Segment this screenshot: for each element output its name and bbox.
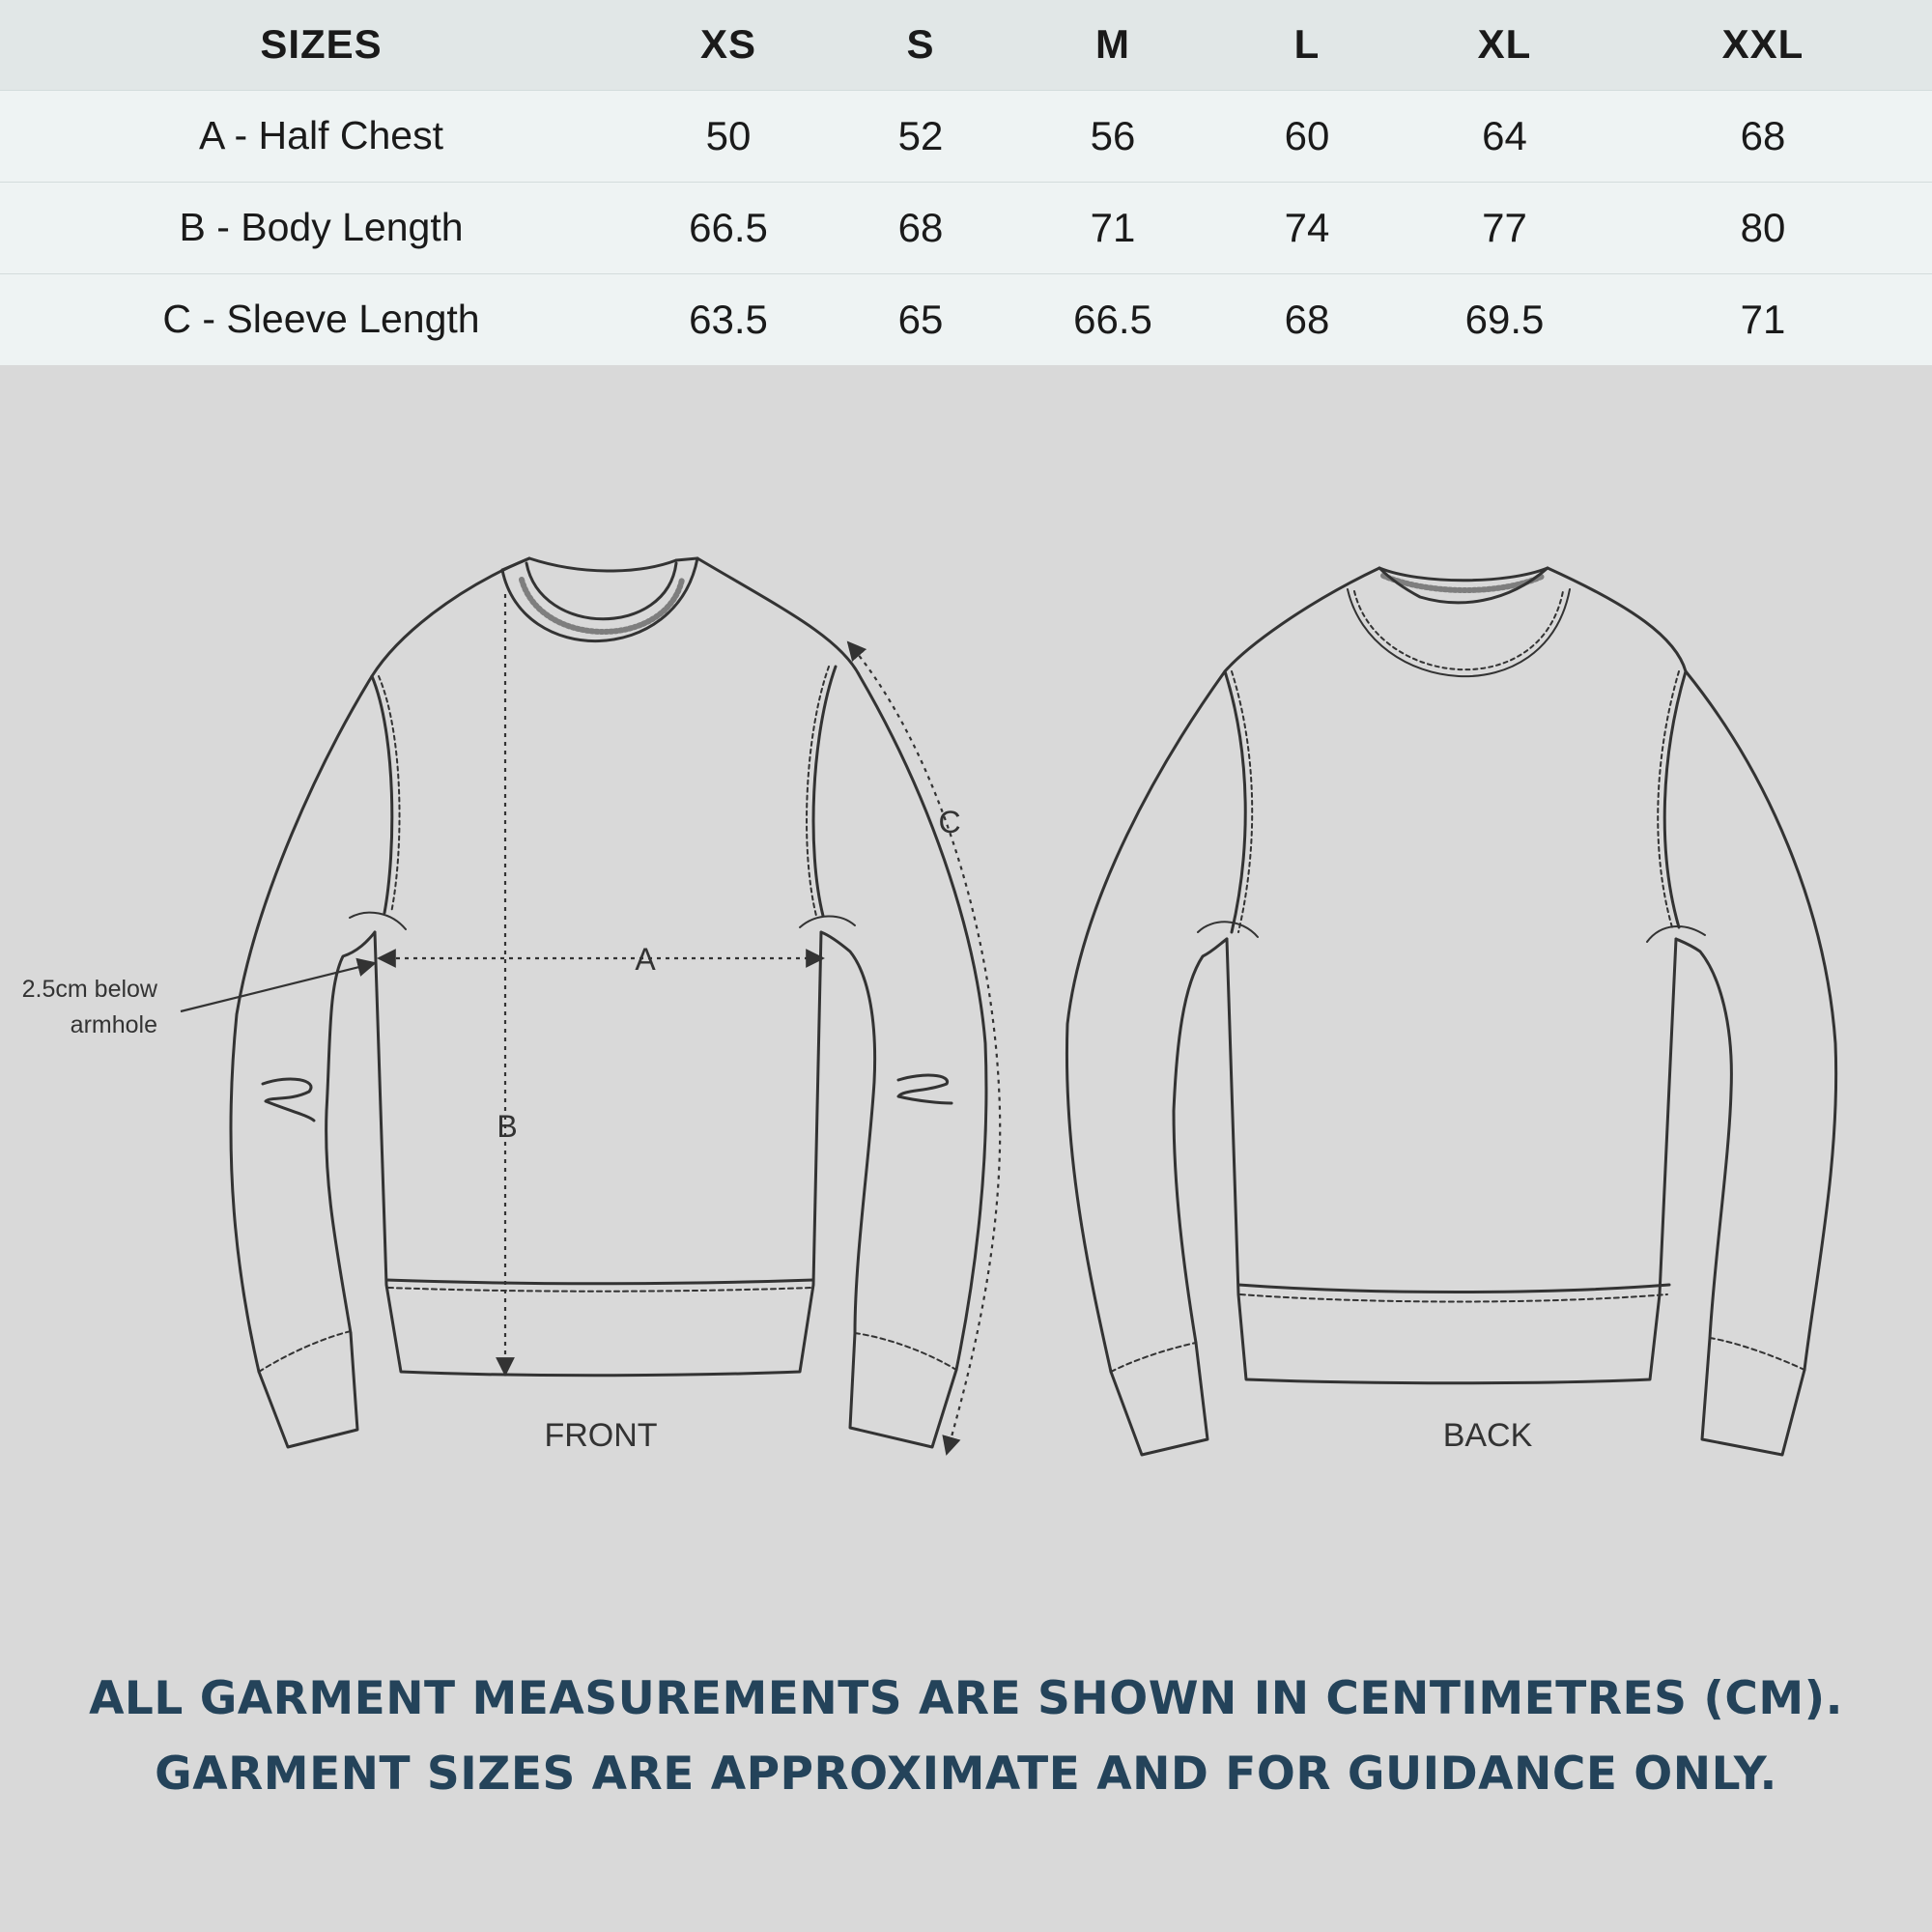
table-cell: 65 — [897, 296, 944, 342]
table-cell: 68 — [1740, 112, 1786, 158]
label-b: B — [497, 1109, 518, 1144]
table-cell: 64 — [1482, 112, 1527, 158]
measurement-lines — [379, 594, 1000, 1454]
table-cell: 80 — [1740, 204, 1786, 250]
measure-c-line — [848, 642, 1000, 1454]
table-cell: 66.5 — [1073, 296, 1152, 342]
table-cell: 68 — [1284, 296, 1330, 342]
armhole-note-line2: armhole — [70, 1011, 157, 1038]
row-label: C - Sleeve Length — [162, 297, 480, 342]
front-caption: FRONT — [544, 1417, 658, 1454]
table-cell: 63.5 — [689, 296, 768, 342]
row-label: B - Body Length — [179, 205, 464, 249]
table-cell: 50 — [705, 112, 752, 158]
measurement-disclaimer — [0, 1662, 1932, 1812]
table-cell: 60 — [1284, 112, 1330, 158]
label-c: C — [938, 805, 961, 839]
table-cell: 71 — [1740, 296, 1786, 342]
label-a: A — [635, 942, 656, 977]
back-sweatshirt — [1066, 568, 1835, 1455]
size-l-header: L — [1293, 21, 1321, 68]
sizes-header: SIZES — [260, 21, 383, 68]
size-xs-header: XS — [699, 21, 757, 68]
size-s-header: S — [906, 21, 935, 68]
table-cell: 66.5 — [689, 204, 768, 250]
armhole-pointer — [181, 963, 375, 1011]
size-xl-header: XL — [1477, 21, 1532, 68]
table-cell: 68 — [897, 204, 944, 250]
back-caption: BACK — [1442, 1417, 1533, 1454]
table-cell: 56 — [1090, 112, 1136, 158]
table-cell: 71 — [1090, 204, 1136, 250]
table-cell: 77 — [1482, 204, 1527, 250]
front-sweatshirt — [231, 558, 986, 1447]
size-m-header: M — [1095, 21, 1130, 68]
armhole-note-line1: 2.5cm below — [21, 976, 157, 1003]
disclaimer-line1: ALL GARMENT MEASUREMENTS ARE SHOWN IN CENTIMETRES (CM). — [89, 1672, 1843, 1725]
row-label: A - Half Chest — [199, 113, 443, 157]
table-cell: 52 — [897, 112, 944, 158]
size-xxl-header: XXL — [1721, 21, 1804, 68]
table-cell: 74 — [1284, 204, 1330, 250]
disclaimer-line2: GARMENT SIZES ARE APPROXIMATE AND FOR GUIDANCE ONLY. — [155, 1747, 1777, 1801]
table-cell: 69.5 — [1464, 296, 1545, 342]
